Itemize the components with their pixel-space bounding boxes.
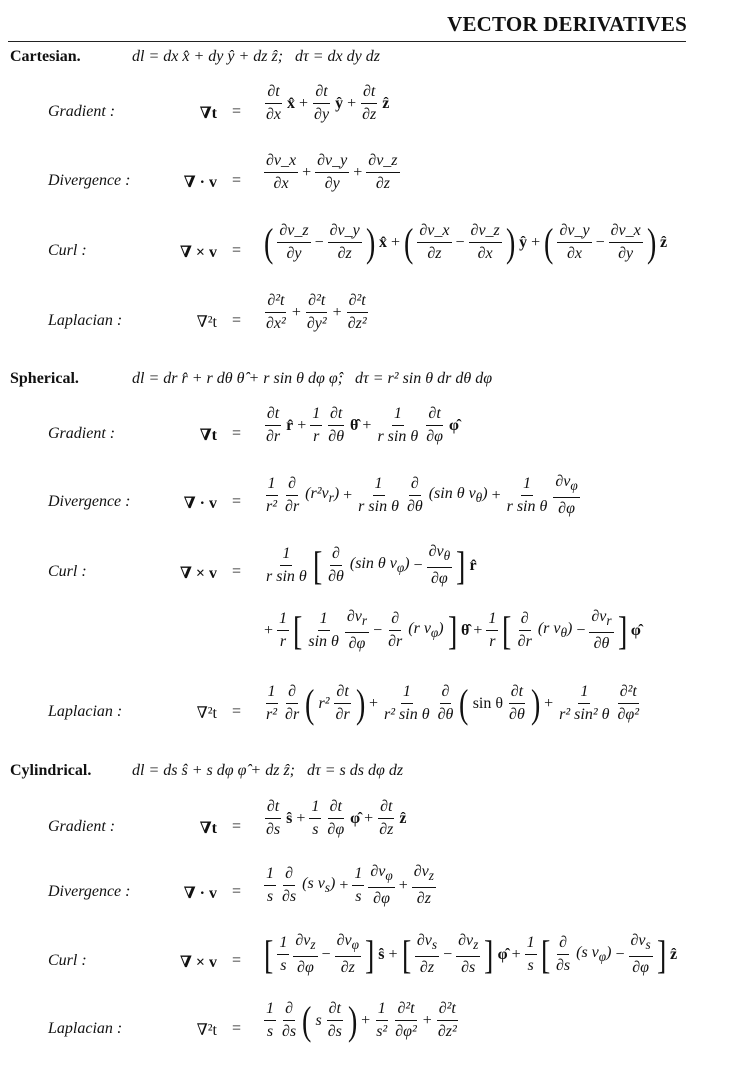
formula-expression-line2: + $\frac{1}{r}$ [ $\frac{1}{\text{sin θ}}$ $\frac{\partial v_r}{\partial\varphi}$ − $\frac{\partial}{\partial r}$ (r $v_\varphi$) ] θ̂ + $\frac{1}{r}$ [ $\frac{\partial}{\partial r}$ (r $v_\theta$) − $\frac{\partial v_r}{\partial\theta}$ ] φ̂ — [264, 607, 641, 653]
spherical-divergence — [0, 473, 745, 533]
line-element: dl = ds ŝ + s dφ φ̂ + dz ẑ; — [132, 762, 295, 779]
operator: ∇t — [199, 427, 217, 444]
section-name: Cylindrical. — [10, 762, 92, 779]
formula-label: Divergence : — [48, 493, 131, 510]
operator: ∇t — [199, 105, 217, 122]
formula-label: Gradient : — [48, 818, 116, 835]
line-element: dl = dx x̂ + dy ŷ + dz ẑ; — [132, 48, 284, 65]
spherical-header — [10, 370, 492, 388]
equals-sign: = — [232, 703, 242, 720]
formula-label: Divergence : — [48, 172, 131, 189]
operator: ∇²t — [196, 705, 217, 722]
cylindrical-header — [10, 762, 403, 780]
operator: ∇ · v — [183, 174, 217, 191]
equals-sign: = — [232, 103, 242, 120]
formula-expression-line1: $\frac{1}{\text{r sin θ}}$ [ $\frac{\partial}{\partial\theta}$ (sin θ $v_\varphi$) − $\frac{\partial v_\theta}{\partial\varphi}$ ] r̂ — [266, 542, 477, 588]
formula-expression: [ $\frac{1}{s}$ $\frac{\partial v_z}{\partial\varphi}$ − $\frac{\partial v_\varphi}{\partial z}$ ] ŝ + [ $\frac{\partial v_s}{\partial z}$ − $\frac{\partial v_z}{\partial s}$ ] φ̂ + $\frac{1}{s}$ [ $\frac{\partial}{\partial s}$ (s $v_\varphi$) − $\frac{\partial v_s}{\partial\varphi}$ ] ẑ — [263, 931, 678, 977]
formula-label: Gradient : — [48, 103, 116, 120]
section-name: Spherical. — [10, 370, 79, 387]
formula-expression: $\frac{\partial t}{\partial x}$ x̂ + $\frac{\partial t}{\partial y}$ ŷ + $\frac{\partial t}{\partial z}$ ẑ — [266, 83, 390, 123]
equals-sign: = — [232, 172, 242, 189]
line-element: dl = dr r̂ + r dθ θ̂ + r sin θ dφ φ̂; — [132, 370, 344, 387]
formula-expression: $\frac{1}{s}$ $\frac{\partial}{\partial s}$ ( s $\frac{\partial t}{\partial s}$ ) + $\frac{1}{\text{s²}}$ $\frac{\text{∂²t}}{\text{∂φ²}}$ + $\frac{\text{∂²t}}{\text{∂z²}}$ — [266, 997, 457, 1043]
cartesian-gradient — [0, 83, 745, 143]
equals-sign: = — [232, 818, 242, 835]
formula-label: Gradient : — [48, 425, 116, 442]
formula-expression: $\frac{1}{\text{r²}}$ $\frac{\partial}{\partial r}$ $(r^2v_r)$ + $\frac{1}{\text{r sin θ}}$ $\frac{\partial}{\partial\theta}$ (sin θ $v_\theta$) + $\frac{1}{\text{r sin θ}}$ $\frac{\partial v_\varphi}{\partial\varphi}$ — [266, 473, 578, 518]
operator: ∇t — [199, 820, 217, 837]
formula-expression: ( $\frac{\partial v\_z}{\partial y}$ − $\frac{\partial v\_y}{\partial z}$ ) x̂ + ( $\frac{\partial v\_x}{\partial z}$ − $\frac{\partial v\_z}{\partial x}$ ) ŷ + ( $\frac{\partial v\_y}{\partial x}$ − $\frac{\partial v\_x}{\partial y}$ ) ẑ — [263, 219, 668, 265]
formula-expression: $\frac{\text{∂²t}}{\text{∂x²}}$ + $\frac{\text{∂²t}}{\text{∂y²}}$ + $\frac{\text{∂²t}}{\text{∂z²}}$ — [266, 292, 367, 332]
spherical-laplacian — [0, 680, 745, 743]
formula-label: Curl : — [48, 952, 87, 969]
formula-label: Curl : — [48, 563, 87, 580]
spherical-curl — [0, 543, 745, 603]
operator: ∇ × v — [179, 954, 217, 971]
cylindrical-curl — [0, 932, 745, 992]
equals-sign: = — [232, 883, 242, 900]
formula-expression: $\frac{1}{s}$ $\frac{\partial}{\partial s}$ (s $v_s$) + $\frac{1}{s}$ $\frac{\partial v_\varphi}{\partial\varphi}$ + $\frac{\partial v_z}{\partial z}$ — [266, 863, 434, 908]
spherical-curl-continued — [0, 608, 745, 668]
cartesian-curl — [0, 219, 745, 282]
page-title: VECTOR DERIVATIVES — [447, 12, 687, 36]
cartesian-divergence — [0, 152, 745, 212]
equals-sign: = — [232, 952, 242, 969]
cartesian-laplacian — [0, 292, 745, 352]
equals-sign: = — [232, 1020, 242, 1037]
operator: ∇ · v — [183, 885, 217, 902]
volume-element: dτ = dx dy dz — [295, 48, 380, 65]
operator: ∇ · v — [183, 495, 217, 512]
formula-label: Laplacian : — [48, 1020, 123, 1037]
title-rule — [8, 41, 686, 42]
equals-sign: = — [232, 242, 242, 259]
equals-sign: = — [232, 563, 242, 580]
operator: ∇ × v — [179, 244, 217, 261]
volume-element: dτ = s ds dφ dz — [307, 762, 404, 779]
cylindrical-divergence — [0, 863, 745, 923]
formula-expression: $\frac{\partial t}{\partial s}$ ŝ + $\frac{1}{s}$ $\frac{\partial t}{\partial\varphi}$ φ̂ + $\frac{\partial t}{\partial z}$ ẑ — [266, 798, 407, 838]
formula-label: Laplacian : — [48, 703, 123, 720]
section-name: Cartesian. — [10, 48, 81, 65]
equals-sign: = — [232, 493, 242, 510]
spherical-gradient — [0, 405, 745, 465]
formula-expression: $\frac{1}{\text{r²}}$ $\frac{\partial}{\partial r}$ ( r² $\frac{\partial t}{\partial r}$ ) + $\frac{1}{\text{r² sin θ}}$ $\frac{\partial}{\partial\theta}$ ( sin θ $\frac{\partial t}{\partial\theta}$ ) + $\frac{1}{\text{r² sin² θ}}$ $\frac{\text{∂²t}}{\text{∂φ²}}$ — [266, 680, 640, 726]
operator: ∇²t — [196, 1022, 217, 1039]
formula-label: Laplacian : — [48, 312, 123, 329]
equals-sign: = — [232, 312, 242, 329]
cylindrical-gradient — [0, 798, 745, 858]
cartesian-header — [10, 48, 380, 66]
equals-sign: = — [232, 425, 242, 442]
cylindrical-laplacian — [0, 997, 745, 1060]
formula-expression: $\frac{\partial t}{\partial r}$ r̂ + $\frac{1}{r}$ $\frac{\partial t}{\partial\theta}$ θ̂ + $\frac{1}{\text{r sin θ}}$ $\frac{\partial t}{\partial\varphi}$ φ̂ — [266, 405, 459, 445]
volume-element: dτ = r² sin θ dr dθ dφ — [355, 370, 493, 387]
formula-label: Divergence : — [48, 883, 131, 900]
formula-label: Curl : — [48, 242, 87, 259]
operator: ∇ × v — [179, 565, 217, 582]
formula-expression: $\frac{\partial v\_x}{\partial x}$ + $\frac{\partial v\_y}{\partial y}$ + $\frac{\partial v\_z}{\partial z}$ — [266, 152, 398, 192]
operator: ∇²t — [196, 314, 217, 331]
